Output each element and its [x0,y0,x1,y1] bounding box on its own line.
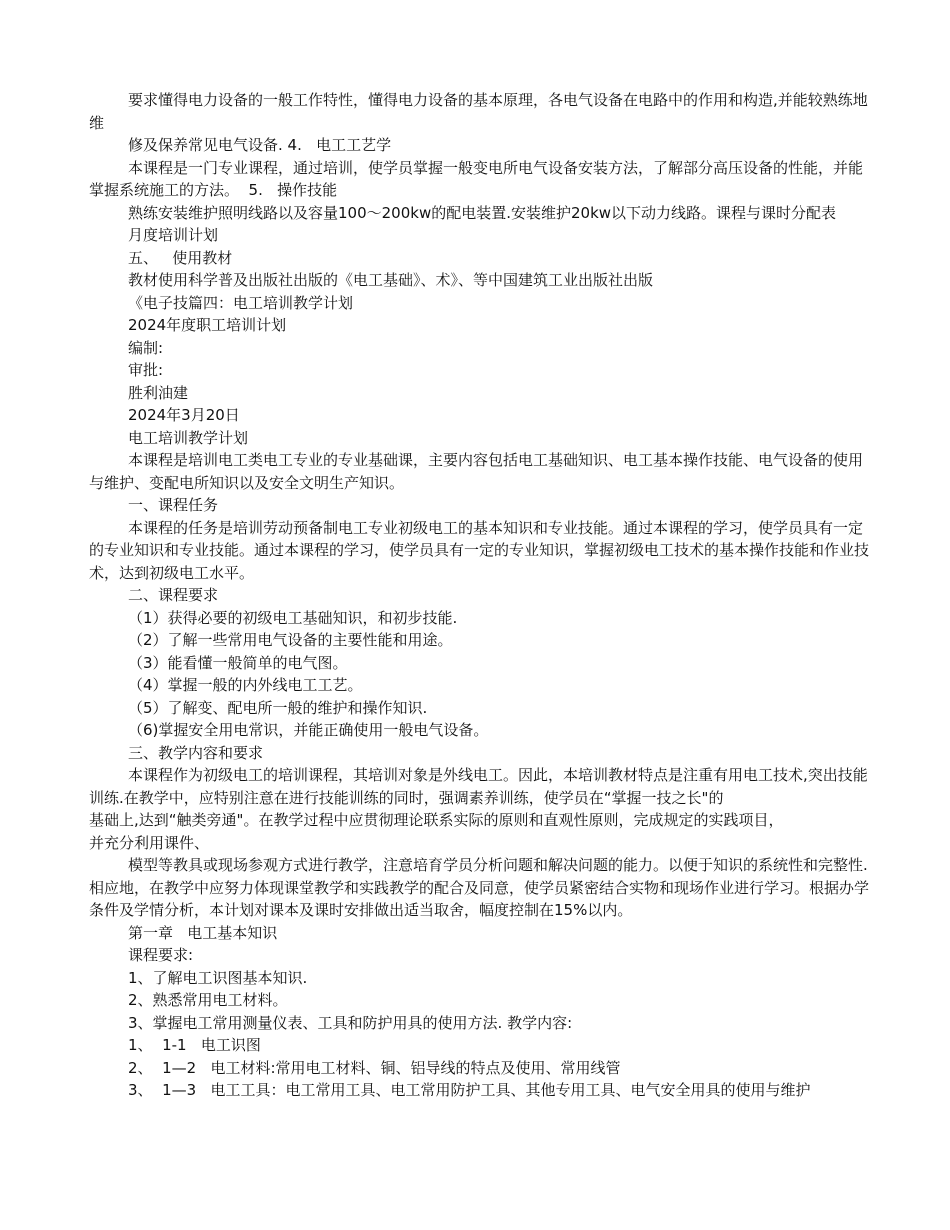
requirement-item-4: （4）掌握一般的内外线电工工艺。 [128,676,363,694]
heading-chapter-one: 第一章 电工基本知识 [128,923,278,942]
heading-teaching-plan: 电工培训教学计划 [128,428,249,447]
requirement-item-3: （3）能看懂一般简单的电气图。 [128,653,348,672]
requirement-item-6: （6)掌握安全用电常识，并能正确使用一般电气设备。 [128,721,489,739]
content-item-1-1: 1、 1-1 电工识图 [128,1036,261,1054]
label-approved-by: 审批: [128,361,164,379]
heading-course-tasks: 一、课程任务 [128,496,219,514]
paragraph-teaching-method: 模型等教具或现场参观方式进行教学，注意培育学员分析问题和解决问题的能力。以便于知识的系统性和完整性.相应地，在教学中应努力体现课堂教学和实践教学的配合及同意，使学员紧密结合实物和现场作业进行学习。根据办学条件及学情分析，本计划对课本及课时安排做出适当取舍，幅度控制在15%以内。 [89,856,870,919]
label-course-requirements: 课程要求: [128,946,194,964]
heading-teaching-content: 三、教学内容和要求 [128,743,264,762]
label-compiled-by: 编制: [128,338,164,357]
paragraph-courseware: 并充分利用课件、 [89,833,210,852]
heading-course-requirements: 二、课程要求 [128,586,219,604]
document-page [89,89,869,1102]
paragraph-equipment-requirement: 要求懂得电力设备的一般工作特性，懂得电力设备的基本原理，各电气设备在电路中的作用和构造,并能较熟练地维 [89,91,868,132]
heading-annual-plan: 2024年度职工培训计划 [128,316,287,334]
content-item-1-2: 2、 1—2 电工材料:常用电工材料、铜、铝导线的特点及使用、常用线管 [128,1058,621,1077]
chapter-requirement-1: 1、了解电工识图基本知识. [128,968,308,987]
requirement-item-1: （1）获得必要的初级电工基础知识，和初步技能. [128,608,458,627]
paragraph-course-tasks: 本课程的任务是培训劳动预备制电工专业初级电工的基本知识和专业技能。通过本课程的学习，使学员具有一定的专业知识和专业技能。通过本课程的学习，使学员具有一定的专业知识，掌握初级电工技术的基本操作技能和作业技术，达到初级电工水平。 [89,518,870,582]
heading-monthly-plan: 月度培训计划 [128,226,219,244]
document-date: 2024年3月20日 [128,406,240,424]
requirement-item-2: （2）了解一些常用电气设备的主要性能和用途。 [128,631,453,649]
requirement-item-5: （5）了解变、配电所一般的维护和操作知识. [128,698,428,717]
paragraph-textbook-publishers: 教材使用科学普及出版社出版的《电工基础》、术》、等中国建筑工业出版社出版 [128,271,654,289]
paragraph-course-substation: 本课程是一门专业课程，通过培训，使学员掌握一般变电所电气设备安装方法，了解部分高压设备的性能，并能掌握系统施工的方法。 5. 操作技能 [89,158,864,199]
paragraph-teaching-approach-cont: 基础上,达到“触类旁通"。在教学过程中应贯彻理论联系实际的原则和直观性原则，完成规定的实践项目， [89,811,784,829]
paragraph-teaching-approach: 本课程作为初级电工的培训课程，其培训对象是外线电工。因此，本培训教材特点是注重有用电工技术,突出技能训练.在教学中，应特别注意在进行技能训练的同时，强调素养训练，使学员在“掌握一技之长"的 [89,766,868,807]
chapter-requirement-2: 2、熟悉常用电工材料。 [128,991,288,1009]
paragraph-install-lighting: 熟练安装维护照明线路以及容量100～200kw的配电装置.安装维护20kw以下动力线路。课程与课时分配表 [128,203,837,222]
content-item-1-3: 3、 1—3 电工工具：电工常用工具、电工常用防护工具、其他专用工具、电气安全用具的使用与维护 [128,1081,811,1099]
chapter-requirement-3: 3、掌握电工常用测量仪表、工具和防护用具的使用方法. 教学内容: [128,1013,573,1032]
organization-name: 胜利油建 [128,383,189,402]
heading-textbooks: 五、 使用教材 [128,248,233,267]
paragraph-maintenance-craft: 修及保养常见电气设备. 4. 电工工艺学 [128,136,392,154]
paragraph-course-overview: 本课程是培训电工类电工专业的专业基础课，主要内容包括电工基础知识、电工基本操作技能、电气设备的使用与维护、变配电所知识以及安全文明生产知识。 [89,451,864,492]
heading-article-four: 《电子技篇四：电工培训教学计划 [128,293,354,312]
